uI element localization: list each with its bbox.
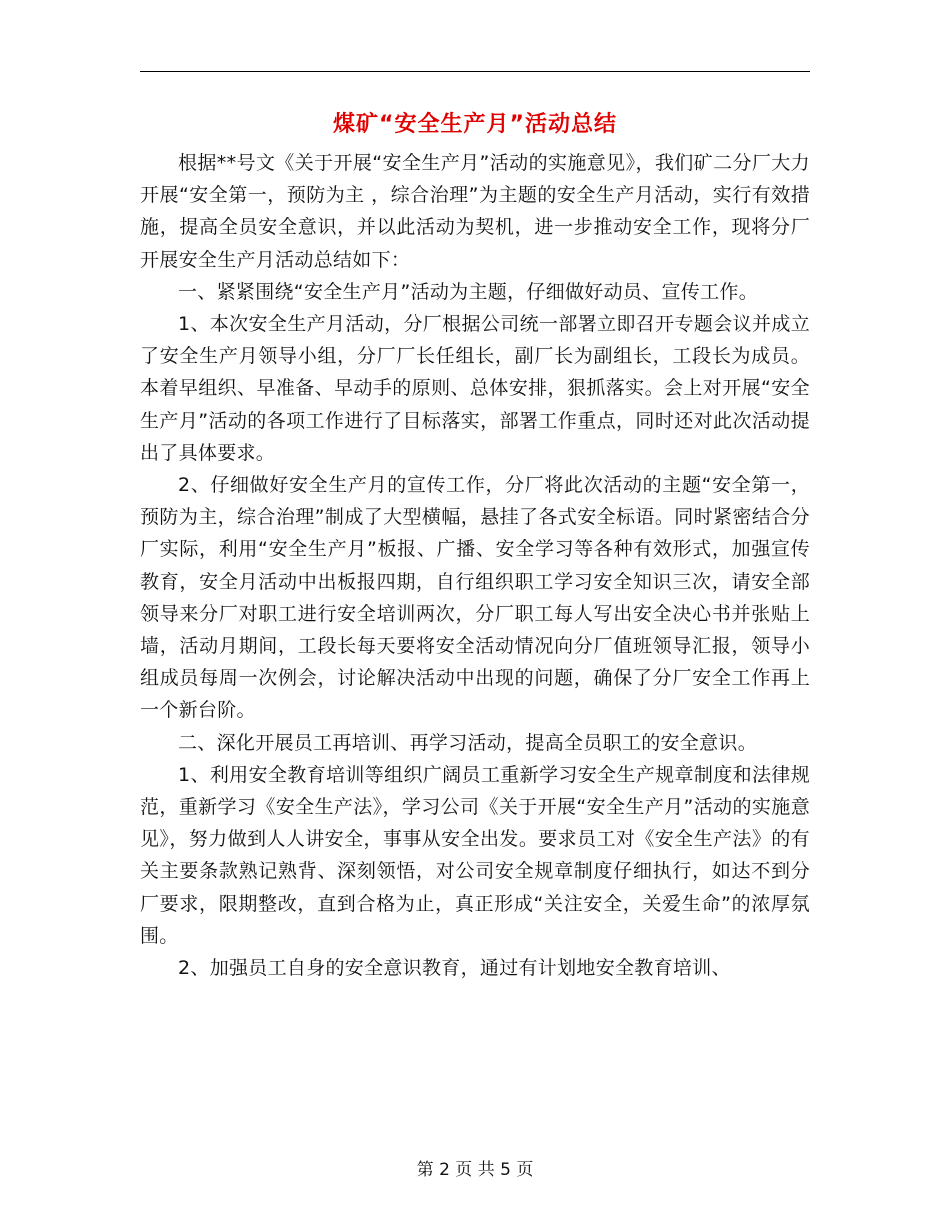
paragraph: 1、利用安全教育培训等组织广阔员工重新学习安全生产规章制度和法律规范，重新学习《安全生产法》，学习公司《关于开展“安全生产月”活动的实施意见》，努力做到人人讲安全，事事从安全出发。要求员工对《安全生产法》的有关主要条款熟记熟背、深刻领悟，对公司安全规章制度仔细执行，如达不到分厂要求，限期整改，直到合格为止，真正形成“关注安全，关爱生命”的浓厚氛围。 (140, 763, 810, 947)
paragraph: 2、加强员工自身的安全意识教育，通过有计划地安全教育培训、 (178, 957, 731, 980)
section-heading: 一、紧紧围绕“安全生产月”活动为主题，仔细做好动员、宣传工作。 (178, 280, 758, 303)
section-heading: 二、深化开展员工再培训、再学习活动，提高全员职工的安全意识。 (178, 731, 758, 754)
page-number: 第 2 页 共 5 页 (416, 1160, 534, 1180)
paragraph: 2、仔细做好安全生产月的宣传工作，分厂将此次活动的主题“安全第一，预防为主，综合治理”制成了大型横幅，悬挂了各式安全标语。同时紧密结合分厂实际，利用“安全生产月”板报、广播、安全学习等各种有效形式，加强宣传教育，安全月活动中出板报四期，自行组织职工学习安全知识三次，请安全部领导来分厂对职工进行安全培训两次，分厂职工每人写出安全决心书并张贴上墙，活动月期间，工段长每天要将安全活动情况向分厂值班领导汇报，领导小组成员每周一次例会，讨论解决活动中出现的问题，确保了分厂安全工作再上一个新台阶。 (140, 474, 810, 722)
document-title: 煤矿“安全生产月”活动总结 (333, 112, 617, 137)
paragraph: 1、本次安全生产月活动，分厂根据公司统一部署立即召开专题会议并成立了安全生产月领导小组，分厂厂长任组长，副厂长为副组长，工段长为成员。本着早组织、早准备、早动手的原则、总体安排，狠抓落实。会上对开展“安全生产月”活动的各项工作进行了目标落实，部署工作重点，同时还对此次活动提出了具体要求。 (140, 313, 810, 464)
document-body (140, 147, 810, 984)
paragraph: 根据**号文《关于开展“安全生产月”活动的实施意见》，我们矿二分厂大力开展“安全第一，预防为主 ，综合治理”为主题的安全生产月活动，实行有效措施，提高全员安全意识，并以此活动为契机，进一步推动安全工作，现将分厂开展安全生产月活动总结如下： (140, 152, 810, 271)
header-rule (140, 71, 810, 72)
